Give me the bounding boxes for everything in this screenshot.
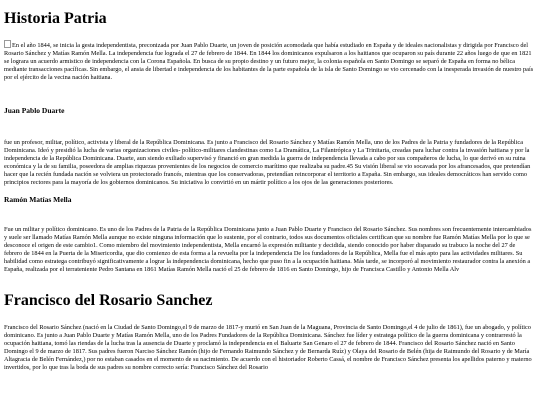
section-title-sanchez: Francisco del Rosario Sanchez (4, 292, 213, 309)
page-title: Historia Patria (4, 10, 107, 27)
mella-paragraph: Fue un militar y político dominicano. Es uno de los Padres de la Patria de la República Dominicana junto a Juan Pablo Duarte y Francisco del Rosario Sánchez. Sus nombres son frecuentemente intercambiados y suele ser llamado Matías Ramón Mella aunque no existe ninguna información que lo sustente, por el contrario, todos sus documentos oficiales certifican que su nombre fue Ramón Matías Mella por lo que se desconoce el origen de este cambio1. Como miembro del movimiento independentista, Mella encarnó la expresión militante y decidida, siendo conocido por haber disparado su trabuco la noche del 27 de febrero de 1844 en la Puerta de la Misericordia, que dio comienzo de esta forma a la revuelta por la independencia De los fundadores de la República, Mella fue el más apto para las actividades militares. Su habilidad como estratega contribuyó significativamente a lograr la independencia dominicana, hecho que puso fin a la ocupación haitiana. Más tarde, se incorporó al movimiento restaurador contra la anexión a España, realizada por el terrateniente Pedro Santana en 1861 Matías Ramón Mella nació el 25 de febrero de 1816 en Santo Domingo, hijo de Francisca Castillo y Antonio Mella Alv (4, 226, 532, 273)
sanchez-paragraph: Francisco del Rosario Sánchez (nació en la Ciudad de Santo Domingo,el 9 de marzo de 1817-y murió en San Juan de la Maguana, Provincia de Santo Domingo,el 4 de julio de 1861), fue un abogado, y político dominicano. Es junto a Juan Pablo Duarte y Matías Ramón Mella, uno de los Padres Fundadores de la República Dominicana. Sánchez fue líder y estratega político de la guerra dominicana y contrarrestó la ocupación haitiana, tomó las riendas de la lucha tras la ausencia de Duarte y proclamó la independencia en el Baluarte San Genaro el 27 de febrero de 1844. Francisco del Rosario Sánchez nació en Santo Domingo el 9 de marzo de 1817. Sus padres fueron Narciso Sánchez Ramón (hijo de Fernando Raimundo Sánchez y de Bernarda Ruíz) y Olaya del Rosario de Belén (hija de Raimundo del Rosario y de María Altagracia de Belén Fernández,) por no estaban casados en el momento de su nacimiento. De acuerdo con el historiador Roberto Cassá, el nombre de Francisco Sánchez presenta los apellidos paterno y materno invertidos, por lo que tras la boda de sus padres su nombre correcto sería: Francisco Sánchez del Rosario (4, 324, 532, 371)
duarte-paragraph: fue un profesor, militar, político, activista y liberal de la República Dominicana. Es junto a Francisco del Rosario Sánchez y Matías Ramón Mella, uno de los Padres de la Patria y fundadores de la República Dominicana. Ideó y presidió la lucha de varias organizaciones civiles- político-militares clandestinas como La Dramática, La Filantrópica y La Trinitaria, creadas para luchar contra la invasión haitiana y por la independencia de la República Dominicana. Duarte, aun siendo exiliado supervisó y financió en gran medida la guerra de independencia llevada a cabo por sus compañeros de lucha, lo que derivó en su ruina económica y la de su familia, poseedora de amplias riquezas provenientes de los negocios de comercio marítimo que realizaba su padre.45 Su visión liberal se vio socavada por los afrancesados, que pretendían hacer que la recién fundada nación se volviera un protectorado francés, mientras que los conservadoras, pretendían reincorporar el territorio a España. Sin embargo, sus ideales democráticos han servido como principios rectores para la mayoría de los gobiernos dominicanos. Su iniciativa lo convirtió en un mártir político a los ojos de las generaciones posteriores. (4, 139, 531, 186)
section-heading-duarte: Juan Pablo Duarte (4, 106, 65, 115)
section-heading-mella: Ramón Matías Mella (4, 195, 72, 204)
intro-text: En el año 1844, se inicia la gesta independentista, preconizada por Juan Pablo Duarte, un joven de posición acomodada que había estudiado en España y de ideales nacionalistas y dirigida por Francisco del Rosario Sánchez y Matías Ramón Mella. La independencia fue lograda el 27 de febrero de 1844. En 1844 los dominicanos expulsaron a los haitianos que ocuparon su país durante 22 años luego de que en 1821 se lograra un acuerdo armistico de independencia con la Corona Española. En busca de su propio destino y un futuro mejor, la colonia española en Santo Domingo se separó de España en forma no bélica mediante transacciones pacíficas. Sin embargo, el ansia de libertad e independencia de los habitantes de la parte española de la isla de Santo Domingo se vio cercenado con la inesperada invasión de nuestro país por el ejército de la vecina nación haitiana. (4, 42, 534, 81)
broken-image-icon (4, 40, 11, 48)
intro-paragraph (4, 40, 535, 82)
